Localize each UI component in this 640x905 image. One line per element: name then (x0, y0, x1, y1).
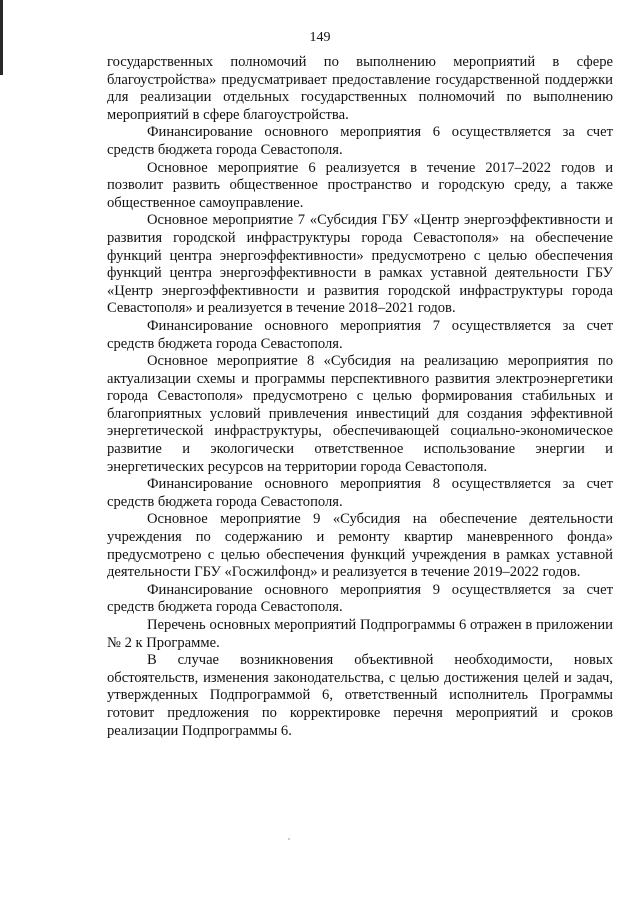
paragraph-financing-9: Финансирование основного мероприятия 9 осуществляется за счет средств бюджета города Севастополя. (107, 581, 613, 616)
document-body (107, 54, 613, 740)
paragraph-measure-6-period: Основное мероприятие 6 реализуется в течение 2017–2022 годов и позволит развить общественное пространство и городскую среду, а также общественное самоуправление. (107, 159, 613, 211)
paragraph-financing-7: Финансирование основного мероприятия 7 осуществляется за счет средств бюджета города Севастополя. (107, 317, 613, 352)
paragraph-continuation: государственных полномочий по выполнению мероприятий в сфере благоустройства» предусматривает предоставление государственной поддержки для реализации отдельных государственных полномочий по выполнению мероприятий в сфере благоустройства. (107, 54, 613, 123)
scan-speck (288, 838, 290, 840)
page-number: 149 (309, 30, 331, 45)
paragraph-measure-8: Основное мероприятие 8 «Субсидия на реализацию мероприятия по актуализации схемы и программы перспективного развития электроэнергетики города Севастополя» предусмотрено с целью формирования стабильных и благоприятных условий привлечения инвестиций для создания эффективной энергетической инфраструктуры, обеспечивающей социально-экономическое развитие и экологически ответственное использование энергии и энергетических ресурсов на территории города Севастополя. (107, 353, 613, 475)
paragraph-measure-9: Основное мероприятие 9 «Субсидия на обеспечение деятельности учреждения по содержанию и ремонту квартир маневренного фонда» предусмотрено с целью обеспечения функций учреждения в рамках уставной деятельности ГБУ «Госжилфонд» и реализуется в течение 2019–2022 годов. (107, 511, 613, 581)
paragraph-financing-6: Финансирование основного мероприятия 6 осуществляется за счет средств бюджета города Севастополя. (107, 124, 613, 158)
paragraph-measure-7: Основное мероприятие 7 «Субсидия ГБУ «Центр энергоэффективности и развития городской инфраструктуры города Севастополя» на обеспечение функций центра энергоэффективности» предусмотрено с целью обеспечения функций центра энергоэффективности в рамках уставной деятельности ГБУ «Центр энергоэффективности и развития городской инфраструктуры города Севастополя» и реализуется в течение 2018–2021 годов. (107, 212, 613, 317)
paragraph-adjustments: В случае возникновения объективной необходимости, новых обстоятельств, изменения законодательства, с целью достижения целей и задач, утвержденных Подпрограммой 6, ответственный исполнитель Программы готовит предложения по корректировке перечня мероприятий и сроков реализации Подпрограммы 6. (107, 652, 613, 739)
paragraph-measures-list: Перечень основных мероприятий Подпрограммы 6 отражен в приложении № 2 к Программе. (107, 617, 613, 651)
paragraph-financing-8: Финансирование основного мероприятия 8 осуществляется за счет средств бюджета города Севастополя. (107, 476, 613, 510)
